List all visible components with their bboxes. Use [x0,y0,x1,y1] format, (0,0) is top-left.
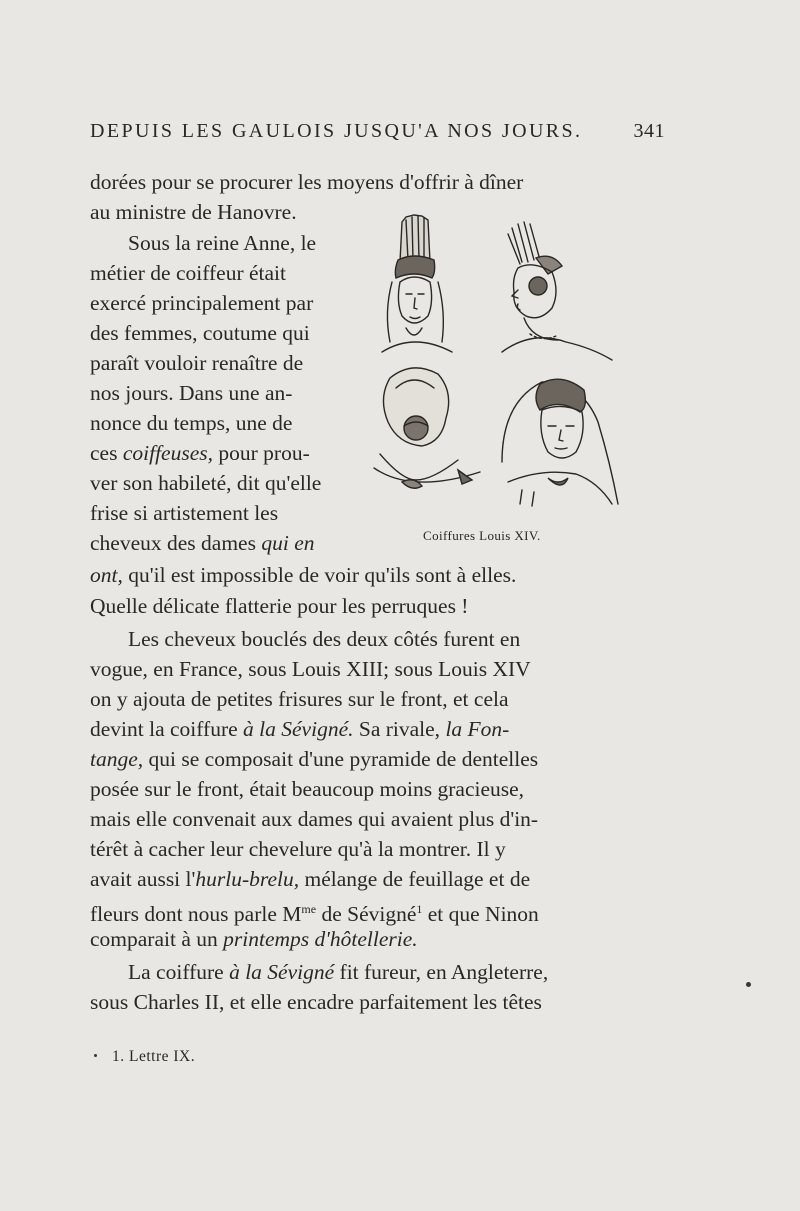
text-line: tange, qui se composait d'une pyramide de dentelles [90,747,539,771]
coiffures-engraving [362,212,632,517]
text-line: exercé principalement par [90,291,314,315]
text-line: frise si artistement les [90,501,279,525]
text-line: posée sur le front, était beaucoup moins gracieuse, [90,777,525,801]
italic-term: coiffeuses, [122,441,213,465]
footnote: 1. Lettre IX. [112,1048,196,1065]
text-line: devint la coiffure à la Sévigné. Sa rivale, la Fon- [90,717,510,741]
text-line: des femmes, coutume qui [90,321,310,345]
text-line: nonce du temps, une de [90,411,293,435]
figure-caption: Coiffures Louis XIV. [423,528,541,543]
text-line: nos jours. Dans une an- [90,381,293,405]
running-title: DEPUIS LES GAULOIS JUSQU'A NOS JOURS. [90,120,583,142]
veiled-portrait [502,379,618,506]
text-line: Sous la reine Anne, le [128,231,317,255]
fontange-portrait [382,215,452,352]
text-line: vogue, en France, sous Louis XIII; sous Louis XIV [90,657,531,681]
text-line: Quelle délicate flatterie pour les perruques ! [90,594,469,618]
text-line: ces coiffeuses, pour prou- [90,441,310,465]
text-line: paraît vouloir renaître de [90,351,304,375]
text-line: Les cheveux bouclés des deux côtés furent en [128,627,521,651]
text-line: on y ajouta de petites frisures sur le front, et cela [90,687,509,711]
text-line: métier de coiffeur était [90,261,286,285]
bonnet-portrait [374,368,480,488]
text-line: au ministre de Hanovre. [90,200,297,224]
text-line: avait aussi l'hurlu-brelu, mélange de feuillage et de [90,867,531,891]
hairstyle-illustration [362,212,632,532]
text-line: La coiffure à la Sévigné fit fureur, en Angleterre, [128,960,549,984]
text-line: ver son habileté, dit qu'elle [90,471,322,495]
text-line: ont, qu'il est impossible de voir qu'ils sont à elles. [90,563,517,587]
print-speck [746,982,751,987]
text-line: mais elle convenait aux dames qui avaient plus d'in- [90,807,539,831]
profile-portrait [502,222,612,360]
text-line: sous Charles II, et elle encadre parfaitement les têtes [90,990,542,1014]
running-header [90,120,665,143]
text-line: térêt à cacher leur chevelure qu'à la montrer. Il y [90,837,506,861]
text-line: fleurs dont nous parle $M^{me}$ de Sévigné$^1$ et que Ninon [90,902,539,927]
text-line: dorées pour se procurer les moyens d'offrir à dîner [90,170,524,194]
text-line: comparait à un printemps d'hôtellerie. [90,927,418,951]
text-line: cheveux des dames qui en [90,531,315,555]
page-number: 341 [633,120,665,142]
print-speck [94,1054,97,1057]
